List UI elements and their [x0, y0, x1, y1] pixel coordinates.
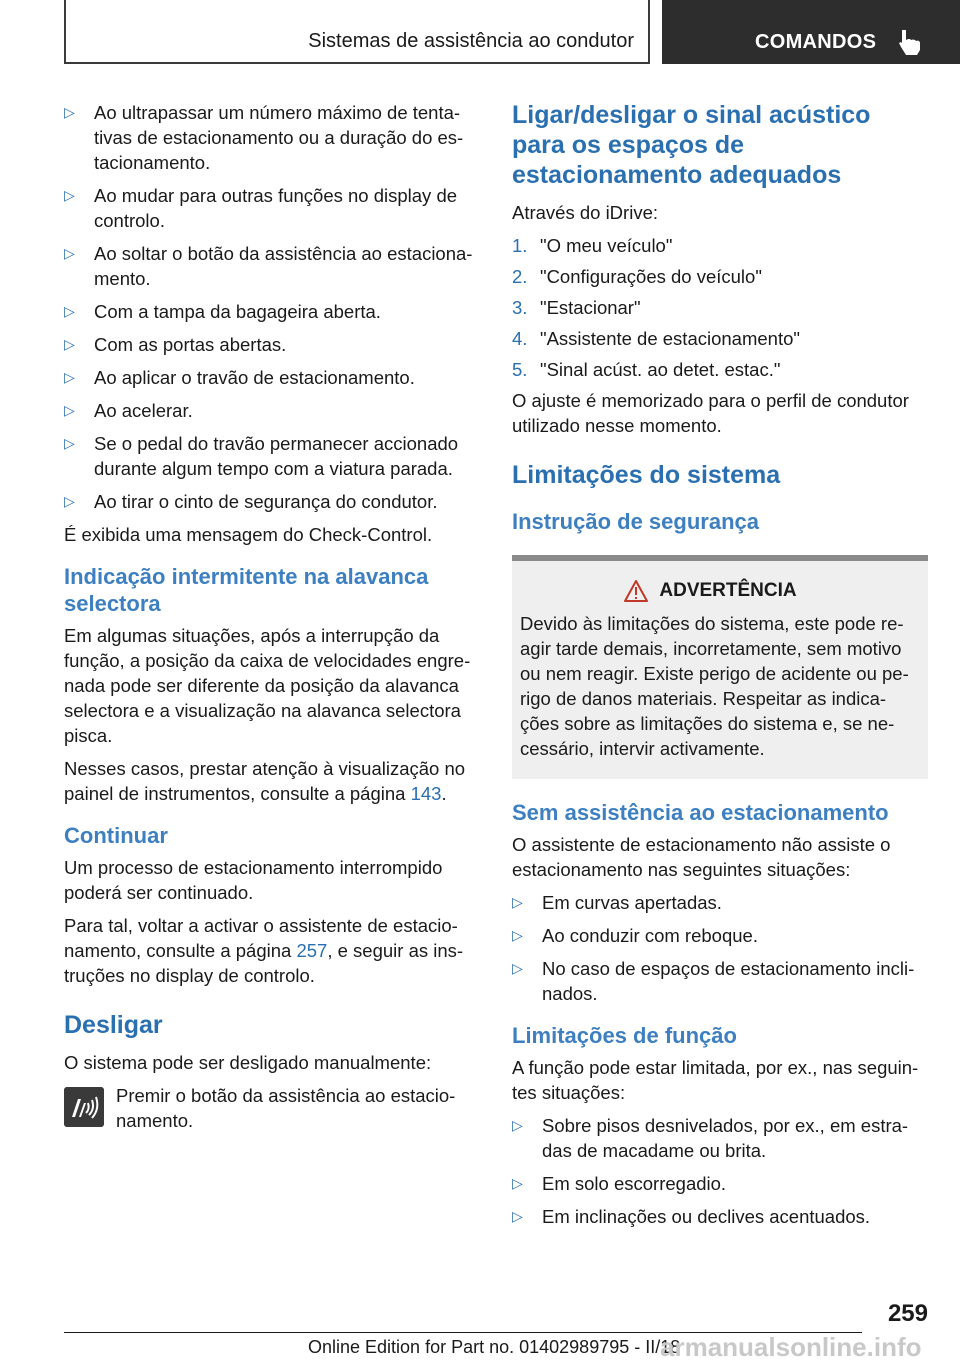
list-item-text: Ao ultrapassar um número máximo de tenta-tivas de estacionamento ou a duração do es-tacionamento. [94, 102, 464, 173]
list-item [512, 956, 928, 1006]
bullet-triangle-icon: ▷ [512, 894, 523, 910]
paragraph-ajuste: O ajuste é memorizado para o perfil de condutor utilizado nesse momento. [512, 390, 909, 436]
list-item-text: Em solo escorregadio. [542, 1173, 727, 1194]
right-column [512, 100, 928, 1237]
heading-limitacoes: Limitações do sistema [512, 461, 781, 489]
paragraph-desligar: O sistema pode ser desligado manualmente: [64, 1052, 432, 1073]
bullet-triangle-icon: ▷ [512, 927, 523, 943]
text-nesses: Nesses casos, prestar atenção à visualização no painel de instrumentos, consulte a página [64, 758, 466, 804]
bullet-triangle-icon: ▷ [64, 369, 75, 385]
header-chapter-title: COMANDOS [755, 31, 877, 53]
paragraph-indicacao: Em algumas situações, após a interrupção da função, a posição da caixa de velocidades engre-nada pode ser diferente da posição da alavanca selectora e a visualização na alavanca selectora pisca. [64, 625, 471, 746]
heading-indicacao: Indicação intermitente na alavanca selectora [64, 564, 429, 616]
list-item-text: Se o pedal do travão permanecer accionado durante algum tempo com a viatura parada. [94, 433, 459, 479]
warning-triangle-icon [623, 579, 649, 603]
step-item[interactable] [512, 326, 928, 351]
list-item [64, 241, 474, 291]
left-column [64, 100, 474, 1141]
list-item [512, 890, 928, 915]
step-number: 5. [512, 359, 528, 380]
pointing-hand-icon [896, 28, 926, 56]
heading-limitacoes-funcao: Limitações de função [512, 1023, 737, 1048]
step-text: "Configurações do veículo" [540, 266, 762, 287]
bullet-triangle-icon: ▷ [64, 104, 75, 120]
list-item-text: Com as portas abertas. [94, 334, 287, 355]
list-item [64, 299, 474, 324]
list-item [64, 489, 474, 514]
step-number: 2. [512, 266, 528, 287]
heading-continuar: Continuar [64, 823, 168, 848]
list-item [64, 100, 474, 175]
list-item-text: Ao soltar o botão da assistência ao estaciona-mento. [94, 243, 473, 289]
bullet-triangle-icon: ▷ [64, 435, 75, 451]
list-item [512, 1113, 928, 1163]
step-number: 3. [512, 297, 528, 318]
paragraph-para-tal [64, 913, 474, 988]
paragraph-nesses [64, 756, 474, 806]
paragraph-continuar: Um processo de estacionamento interrompido poderá ser continuado. [64, 857, 443, 903]
text-para-tal: Para tal, voltar a activar o assistente de estacio-namento, consulte a página [64, 915, 458, 961]
check-control-text: É exibida uma mensagem do Check-Control. [64, 524, 433, 545]
warning-title-row [520, 579, 920, 603]
list-item [64, 332, 474, 357]
bullet-triangle-icon: ▷ [512, 1208, 523, 1224]
list-item [512, 1204, 928, 1229]
list-item-text: Ao conduzir com reboque. [542, 925, 758, 946]
no-assist-list [512, 890, 928, 1006]
list-item-text: Ao mudar para outras funções no display de controlo. [94, 185, 458, 231]
list-item-text: Ao acelerar. [94, 400, 193, 421]
page-link-257[interactable]: 257 [296, 940, 328, 961]
step-text: "Sinal acúst. ao detet. estac." [540, 359, 781, 380]
warning-box [512, 555, 928, 779]
step-number: 1. [512, 235, 528, 256]
bullet-triangle-icon: ▷ [64, 187, 75, 203]
heading-sem-assistencia: Sem assistência ao estacionamento [512, 800, 889, 825]
bullet-triangle-icon: ▷ [64, 336, 75, 352]
list-item-text: Em inclinações ou declives acentuados. [542, 1206, 871, 1227]
list-item [64, 431, 474, 481]
header-section-title: Sistemas de assistência ao condutor [308, 30, 634, 52]
bullet-triangle-icon: ▷ [64, 402, 75, 418]
list-item [64, 398, 474, 423]
step-text: "O meu veículo" [540, 235, 673, 256]
list-item [64, 183, 474, 233]
bullet-triangle-icon: ▷ [64, 245, 75, 261]
step-text: "Assistente de estacionamento" [540, 328, 800, 349]
header-section-box [64, 0, 650, 64]
warning-text: Devido às limitações do sistema, este pode re-agir tarde demais, incorretamente, sem motivo ou nem reagir. Existe perigo de acidente ou pe-rigo de danos materiais. Respeitar as indica-ções sobre as limitações do sistema e, se ne-cessário, intervir activamente. [520, 613, 909, 759]
list-item-text: Ao aplicar o travão de estacionamento. [94, 367, 415, 388]
paragraph-premir: Premir o botão da assistência ao estacio-namento. [116, 1085, 456, 1131]
step-text: "Estacionar" [540, 297, 641, 318]
list-item-text: Com a tampa da bagageira aberta. [94, 301, 381, 322]
list-item-text: Em curvas apertadas. [542, 892, 722, 913]
text-seguir: , e seguir as ins-truções no display de controlo. [64, 940, 464, 986]
warning-title: ADVERTÊNCIA [659, 580, 797, 601]
page-number: 259 [887, 1300, 928, 1327]
heading-instrucao: Instrução de segurança [512, 509, 759, 534]
bullet-triangle-icon: ▷ [64, 303, 75, 319]
text-period: . [441, 783, 447, 804]
park-button-row [64, 1083, 474, 1133]
bullet-triangle-icon: ▷ [512, 1117, 523, 1133]
heading-desligar: Desligar [64, 1011, 163, 1039]
list-item [64, 365, 474, 390]
step-item[interactable] [512, 357, 928, 382]
footer-watermark: armanualsonline.info [660, 1332, 922, 1362]
function-limits-list [512, 1113, 928, 1229]
list-item [512, 1171, 928, 1196]
heading-ligar-desligar: Ligar/desligar o sinal acústico para os espaços de estacionamento adequados [512, 101, 871, 189]
footer-edition: Online Edition for Part no. 01402989795 - II/18 [308, 1337, 681, 1357]
bullet-triangle-icon: ▷ [512, 1175, 523, 1191]
idrive-steps-list [512, 233, 928, 382]
step-number: 4. [512, 328, 528, 349]
paragraph-idrive: Através do iDrive: [512, 202, 658, 223]
paragraph-funcao: A função pode estar limitada, por ex., nas seguin-tes situações: [512, 1057, 919, 1103]
list-item-text: No caso de espaços de estacionamento incli-nados. [542, 958, 915, 1004]
list-item-text: Sobre pisos desnivelados, por ex., em estra-das de macadame ou brita. [542, 1115, 909, 1161]
list-item [512, 923, 928, 948]
list-item-text: Ao tirar o cinto de segurança do condutor. [94, 491, 438, 512]
paragraph-sem: O assistente de estacionamento não assiste o estacionamento nas seguintes situações: [512, 834, 891, 880]
step-item[interactable] [512, 264, 928, 289]
step-item[interactable] [512, 233, 928, 258]
page-link-143[interactable]: 143 [410, 783, 442, 804]
bullet-triangle-icon: ▷ [64, 493, 75, 509]
step-item[interactable] [512, 295, 928, 320]
end-conditions-list [64, 100, 474, 514]
park-assist-button-icon [64, 1087, 104, 1127]
bullet-triangle-icon: ▷ [512, 960, 523, 976]
